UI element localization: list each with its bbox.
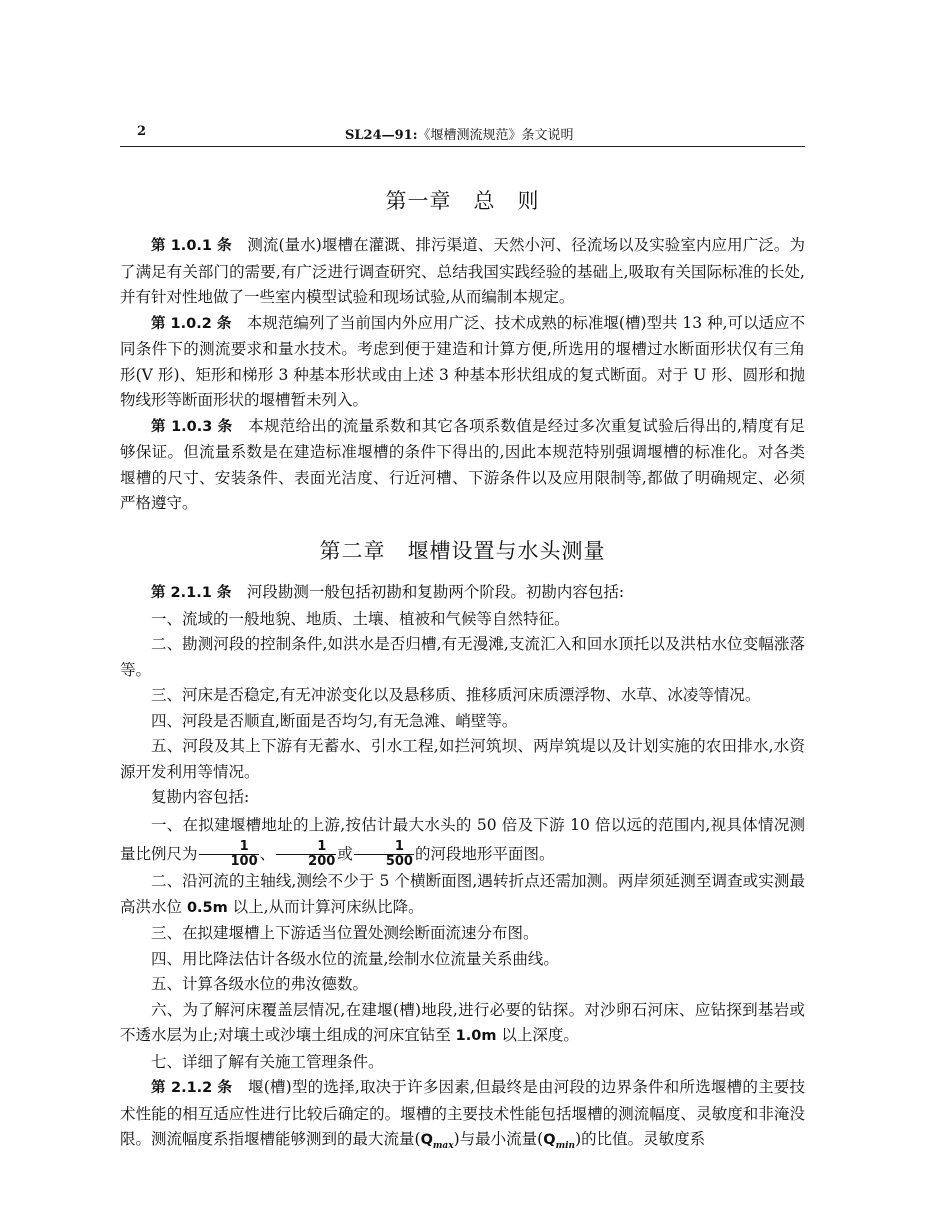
list-item: 七、详细了解有关施工管理条件。 bbox=[151, 1052, 384, 1071]
list-item: 三、河床是否稳定,有无冲淤变化以及悬移质、推移质河床质漂浮物、水草、冰凌等情况。 bbox=[151, 686, 761, 704]
list-item: 四、用比降法估计各级水位的流量,绘制水位流量关系曲线。 bbox=[151, 949, 559, 968]
standard-code: SL24—91: bbox=[345, 128, 418, 143]
article-text: 河段勘测一般包括初勘和复勘两个阶段。初勘内容包括: bbox=[231, 583, 625, 601]
article-label: 第 1.0.3 条 bbox=[151, 418, 233, 435]
article-1-0-2 bbox=[120, 311, 805, 414]
chapter-2-title: 第二章 堰槽设置与水头测量 bbox=[319, 539, 606, 563]
running-header bbox=[120, 122, 805, 147]
standard-title: 《堰槽测流规范》条文说明 bbox=[417, 128, 574, 143]
list-item: 一、在拟建堰槽地址的上游,按估计最大水头的 50 倍及下游 10 倍以远的范围内,视具体情况测量比例尺为 $\frac{1}{100}$ 、 $\frac{1}{200}$ 或 $\frac{1}{500}$ 的河段地形平面图。 bbox=[120, 815, 805, 869]
recheck-intro: 复勘内容包括: bbox=[151, 788, 250, 806]
chapter-2-body bbox=[120, 580, 805, 1160]
article-text: 测流(量水)堰槽在灌溉、排污渠道、天然小河、径流场以及实验室内应用广泛。为了满足有关部门的需要,有广泛进行调查研究、总结我国实践经验的基础上,吸取有关国际标准的长处,并有针对性地做了一些室内模型试验和现场试验,从而编制本规定。 bbox=[120, 236, 805, 306]
list-item: 三、在拟建堰槽上下游适当位置处测绘断面流速分布图。 bbox=[151, 924, 539, 942]
article-2-1-1 bbox=[120, 580, 805, 607]
article-1-0-3 bbox=[120, 414, 805, 517]
article-label: 第 1.0.1 条 bbox=[151, 238, 232, 254]
list-item: 一、流域的一般地貌、地质、土壤、植被和气候等自然特征。 bbox=[151, 609, 570, 628]
chapter-1-title: 第一章 总 则 bbox=[385, 189, 540, 213]
article-label: 第 2.1.2 条 bbox=[151, 1080, 233, 1096]
list-item: 五、河段及其上下游有无蓄水、引水工程,如拦河筑坝、两岸筑堤以及计划实施的农田排水,水资源开发利用等情况。 bbox=[120, 737, 805, 781]
article-2-1-2: 第 2.1.2 条 堰(槽)型的选择,取决于许多因素,但最终是由河段的边界条件和所选堰槽的主要技术性能的相互适应性进行比较后确定的。堰槽的主要技术性能包括堰槽的测流幅度、灵敏度和非淹没限。测流幅度系指堰槽能够测到的最大流量$(Q_{max})$与最小流量$(Q_{min})$的比值。灵敏度系 bbox=[120, 1078, 806, 1152]
list-item: 二、沿河流的主轴线,测绘不少于 5 个横断面图,遇转折点还需加测。两岸须延测至调查或实测最高洪水位 0.5m 以上,从而计算河床纵比降。 bbox=[120, 872, 805, 916]
item-text: 一、在拟建堰槽地址的上游,按估计最大水头的 50 倍及下游 10 倍以远的范围内,视具体情况测量比例尺为 bbox=[120, 815, 805, 863]
article-1-0-1 bbox=[120, 233, 805, 311]
article-text: 本规范编列了当前国内外应用广泛、技术成熟的标准堰(槽)型共 13 种,可以适应不同条件下的测流要求和量水技术。考虑到便于建造和计算方便,所选用的堰槽过水断面形状仅有三角形(V 形)、矩形和梯形 3 种基本形状或由上述 3 种基本形状组成的复式断面。对于 U 形、圆形和抛物线形等断面形状的堰槽暂未列入。 bbox=[120, 313, 805, 409]
fraction-1-500: $\frac{1}{500}$ bbox=[354, 840, 414, 869]
article-label: 第 2.1.1 条 bbox=[151, 585, 232, 601]
list-item: 六、为了解河床覆盖层情况,在建堰(槽)地段,进行必要的钻探。对沙卵石河床、应钻探到基岩或不透水层为止;对壤土或沙壤土组成的河床宜钻至 1.0m 以上深度。 bbox=[120, 1000, 805, 1044]
chapter-1-body bbox=[120, 233, 805, 517]
running-title bbox=[345, 124, 574, 143]
list-item: 四、河段是否顺直,断面是否均匀,有无急滩、峭壁等。 bbox=[151, 711, 518, 730]
article-label: 第 1.0.2 条 bbox=[151, 315, 232, 332]
fraction-1-100: $\frac{1}{100}$ bbox=[199, 840, 259, 869]
list-item: 二、勘测河段的控制条件,如洪水是否归槽,有无漫滩,支流汇入和回水顶托以及洪枯水位变幅涨落等。 bbox=[120, 635, 805, 679]
fraction-1-200: $\frac{1}{200}$ bbox=[276, 840, 336, 869]
article-text: 本规范给出的流量系数和其它各项系数值是经过多次重复试验后得出的,精度有足够保证。但流量系数是在建造标准堰槽的条件下得出的,因此本规范特别强调堰槽的标准化。对各类堰槽的尺寸、安装条件、表面光洁度、行近河槽、下游条件以及应用限制等,都做了明确规定、必须严格遵守。 bbox=[120, 416, 805, 512]
list-item: 五、计算各级水位的弗汝德数。 bbox=[151, 975, 369, 993]
page-number: 2 bbox=[137, 124, 147, 139]
